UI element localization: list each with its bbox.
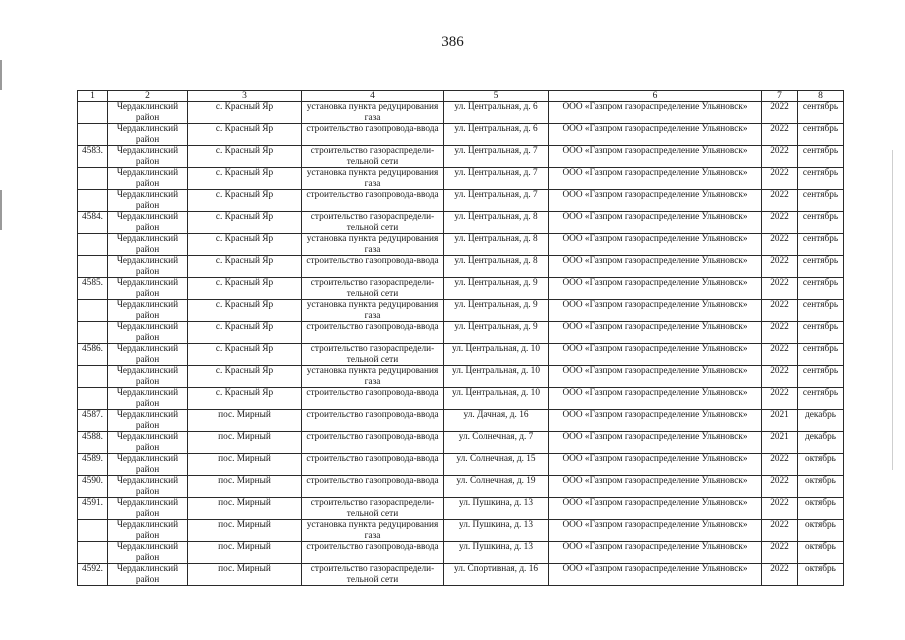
row-number: 4589. bbox=[78, 454, 108, 476]
table-row bbox=[78, 498, 844, 520]
month-cell: октябрь bbox=[798, 542, 844, 564]
scan-edge-mark bbox=[0, 190, 2, 230]
table-row bbox=[78, 300, 844, 322]
table-row bbox=[78, 256, 844, 278]
organization-cell: ООО «Газпром газораспределение Ульяновск» bbox=[549, 234, 762, 256]
table-row bbox=[78, 322, 844, 344]
month-cell: сентябрь bbox=[798, 190, 844, 212]
address-cell: ул. Солнечная, д. 19 bbox=[444, 476, 549, 498]
year-cell: 2022 bbox=[762, 124, 798, 146]
column-header: 4 bbox=[302, 91, 444, 102]
table-row bbox=[78, 234, 844, 256]
year-cell: 2022 bbox=[762, 234, 798, 256]
district-cell: Чердаклинский район bbox=[108, 102, 188, 124]
month-cell: сентябрь bbox=[798, 256, 844, 278]
row-number bbox=[78, 234, 108, 256]
row-number bbox=[78, 124, 108, 146]
district-cell: Чердаклинский район bbox=[108, 344, 188, 366]
address-cell: ул. Центральная, д. 6 bbox=[444, 124, 549, 146]
year-cell: 2022 bbox=[762, 300, 798, 322]
row-number: 4591. bbox=[78, 498, 108, 520]
month-cell: сентябрь bbox=[798, 168, 844, 190]
district-cell: Чердаклинский район bbox=[108, 520, 188, 542]
address-cell: ул. Пушкина, д. 13 bbox=[444, 498, 549, 520]
settlement-cell: с. Красный Яр bbox=[188, 388, 302, 410]
district-cell: Чердаклинский район bbox=[108, 300, 188, 322]
district-cell: Чердаклинский район bbox=[108, 322, 188, 344]
month-cell: сентябрь bbox=[798, 388, 844, 410]
address-cell: ул. Спортивная, д. 16 bbox=[444, 564, 549, 586]
district-cell: Чердаклинский район bbox=[108, 564, 188, 586]
work-type-cell: строительство газораспредели-тельной сети bbox=[302, 344, 444, 366]
row-number bbox=[78, 300, 108, 322]
work-type-cell: установка пункта редуцирования газа bbox=[302, 102, 444, 124]
district-cell: Чердаклинский район bbox=[108, 388, 188, 410]
month-cell: сентябрь bbox=[798, 124, 844, 146]
district-cell: Чердаклинский район bbox=[108, 542, 188, 564]
work-type-cell: строительство газопровода-ввода bbox=[302, 190, 444, 212]
month-cell: октябрь bbox=[798, 476, 844, 498]
year-cell: 2022 bbox=[762, 476, 798, 498]
work-type-cell: строительство газопровода-ввода bbox=[302, 542, 444, 564]
district-cell: Чердаклинский район bbox=[108, 168, 188, 190]
work-type-cell: строительство газопровода-ввода bbox=[302, 454, 444, 476]
settlement-cell: с. Красный Яр bbox=[188, 146, 302, 168]
year-cell: 2022 bbox=[762, 256, 798, 278]
year-cell: 2022 bbox=[762, 498, 798, 520]
table-row bbox=[78, 124, 844, 146]
column-header: 5 bbox=[444, 91, 549, 102]
work-type-cell: установка пункта редуцирования газа bbox=[302, 234, 444, 256]
district-cell: Чердаклинский район bbox=[108, 410, 188, 432]
work-type-cell: установка пункта редуцирования газа bbox=[302, 300, 444, 322]
organization-cell: ООО «Газпром газораспределение Ульяновск» bbox=[549, 212, 762, 234]
table-row bbox=[78, 520, 844, 542]
table-row bbox=[78, 410, 844, 432]
district-cell: Чердаклинский район bbox=[108, 124, 188, 146]
district-cell: Чердаклинский район bbox=[108, 278, 188, 300]
settlement-cell: пос. Мирный bbox=[188, 564, 302, 586]
address-cell: ул. Дачная, д. 16 bbox=[444, 410, 549, 432]
year-cell: 2022 bbox=[762, 190, 798, 212]
year-cell: 2022 bbox=[762, 564, 798, 586]
row-number: 4583. bbox=[78, 146, 108, 168]
organization-cell: ООО «Газпром газораспределение Ульяновск» bbox=[549, 410, 762, 432]
row-number: 4584. bbox=[78, 212, 108, 234]
row-number: 4588. bbox=[78, 432, 108, 454]
district-cell: Чердаклинский район bbox=[108, 146, 188, 168]
row-number bbox=[78, 542, 108, 564]
organization-cell: ООО «Газпром газораспределение Ульяновск» bbox=[549, 168, 762, 190]
table-row bbox=[78, 366, 844, 388]
address-cell: ул. Солнечная, д. 15 bbox=[444, 454, 549, 476]
month-cell: сентябрь bbox=[798, 234, 844, 256]
district-cell: Чердаклинский район bbox=[108, 256, 188, 278]
month-cell: сентябрь bbox=[798, 344, 844, 366]
work-type-cell: строительство газопровода-ввода bbox=[302, 410, 444, 432]
table-row bbox=[78, 476, 844, 498]
table-row bbox=[78, 564, 844, 586]
settlement-cell: пос. Мирный bbox=[188, 520, 302, 542]
settlement-cell: с. Красный Яр bbox=[188, 190, 302, 212]
month-cell: сентябрь bbox=[798, 146, 844, 168]
settlement-cell: с. Красный Яр bbox=[188, 322, 302, 344]
column-number-row bbox=[78, 91, 844, 102]
organization-cell: ООО «Газпром газораспределение Ульяновск» bbox=[549, 498, 762, 520]
settlement-cell: с. Красный Яр bbox=[188, 168, 302, 190]
district-cell: Чердаклинский район bbox=[108, 234, 188, 256]
settlement-cell: с. Красный Яр bbox=[188, 256, 302, 278]
district-cell: Чердаклинский район bbox=[108, 212, 188, 234]
district-cell: Чердаклинский район bbox=[108, 476, 188, 498]
address-cell: ул. Центральная, д. 6 bbox=[444, 102, 549, 124]
work-type-cell: строительство газопровода-ввода bbox=[302, 476, 444, 498]
table-row bbox=[78, 212, 844, 234]
settlement-cell: с. Красный Яр bbox=[188, 234, 302, 256]
row-number bbox=[78, 520, 108, 542]
column-header: 3 bbox=[188, 91, 302, 102]
address-cell: ул. Центральная, д. 9 bbox=[444, 300, 549, 322]
table-row bbox=[78, 190, 844, 212]
year-cell: 2022 bbox=[762, 454, 798, 476]
organization-cell: ООО «Газпром газораспределение Ульяновск» bbox=[549, 344, 762, 366]
settlement-cell: пос. Мирный bbox=[188, 498, 302, 520]
month-cell: сентябрь bbox=[798, 278, 844, 300]
work-type-cell: строительство газопровода-ввода bbox=[302, 256, 444, 278]
table-row bbox=[78, 388, 844, 410]
district-cell: Чердаклинский район bbox=[108, 432, 188, 454]
settlement-cell: с. Красный Яр bbox=[188, 366, 302, 388]
month-cell: декабрь bbox=[798, 410, 844, 432]
month-cell: сентябрь bbox=[798, 212, 844, 234]
address-cell: ул. Пушкина, д. 13 bbox=[444, 542, 549, 564]
work-type-cell: установка пункта редуцирования газа bbox=[302, 520, 444, 542]
work-type-cell: строительство газораспредели-тельной сети bbox=[302, 278, 444, 300]
district-cell: Чердаклинский район bbox=[108, 366, 188, 388]
scan-edge-mark bbox=[892, 150, 893, 470]
year-cell: 2022 bbox=[762, 520, 798, 542]
work-type-cell: строительство газопровода-ввода bbox=[302, 124, 444, 146]
table-row bbox=[78, 102, 844, 124]
year-cell: 2022 bbox=[762, 278, 798, 300]
work-type-cell: строительство газораспредели-тельной сети bbox=[302, 146, 444, 168]
address-cell: ул. Центральная, д. 10 bbox=[444, 388, 549, 410]
work-type-cell: установка пункта редуцирования газа bbox=[302, 168, 444, 190]
organization-cell: ООО «Газпром газораспределение Ульяновск» bbox=[549, 300, 762, 322]
column-header: 6 bbox=[549, 91, 762, 102]
address-cell: ул. Центральная, д. 8 bbox=[444, 256, 549, 278]
row-number: 4592. bbox=[78, 564, 108, 586]
organization-cell: ООО «Газпром газораспределение Ульяновск» bbox=[549, 322, 762, 344]
organization-cell: ООО «Газпром газораспределение Ульяновск» bbox=[549, 432, 762, 454]
row-number bbox=[78, 190, 108, 212]
settlement-cell: пос. Мирный bbox=[188, 410, 302, 432]
month-cell: октябрь bbox=[798, 454, 844, 476]
row-number: 4586. bbox=[78, 344, 108, 366]
work-type-cell: строительство газопровода-ввода bbox=[302, 388, 444, 410]
address-cell: ул. Центральная, д. 7 bbox=[444, 146, 549, 168]
table-row bbox=[78, 542, 844, 564]
table-row bbox=[78, 344, 844, 366]
settlement-cell: с. Красный Яр bbox=[188, 212, 302, 234]
row-number: 4590. bbox=[78, 476, 108, 498]
table-row bbox=[78, 432, 844, 454]
settlement-cell: с. Красный Яр bbox=[188, 300, 302, 322]
organization-cell: ООО «Газпром газораспределение Ульяновск» bbox=[549, 124, 762, 146]
settlement-cell: пос. Мирный bbox=[188, 432, 302, 454]
organization-cell: ООО «Газпром газораспределение Ульяновск» bbox=[549, 146, 762, 168]
table-body bbox=[78, 102, 844, 586]
address-cell: ул. Центральная, д. 9 bbox=[444, 322, 549, 344]
column-header: 7 bbox=[762, 91, 798, 102]
settlement-cell: с. Красный Яр bbox=[188, 102, 302, 124]
year-cell: 2022 bbox=[762, 388, 798, 410]
address-cell: ул. Центральная, д. 8 bbox=[444, 212, 549, 234]
column-header: 8 bbox=[798, 91, 844, 102]
column-header: 2 bbox=[108, 91, 188, 102]
year-cell: 2022 bbox=[762, 212, 798, 234]
year-cell: 2022 bbox=[762, 542, 798, 564]
row-number bbox=[78, 388, 108, 410]
organization-cell: ООО «Газпром газораспределение Ульяновск» bbox=[549, 542, 762, 564]
settlement-cell: пос. Мирный bbox=[188, 542, 302, 564]
row-number: 4585. bbox=[78, 278, 108, 300]
year-cell: 2021 bbox=[762, 410, 798, 432]
settlement-cell: пос. Мирный bbox=[188, 454, 302, 476]
settlement-cell: с. Красный Яр bbox=[188, 124, 302, 146]
work-type-cell: строительство газораспредели-тельной сети bbox=[302, 212, 444, 234]
row-number bbox=[78, 256, 108, 278]
year-cell: 2022 bbox=[762, 102, 798, 124]
year-cell: 2022 bbox=[762, 322, 798, 344]
organization-cell: ООО «Газпром газораспределение Ульяновск» bbox=[549, 102, 762, 124]
row-number: 4587. bbox=[78, 410, 108, 432]
settlement-cell: с. Красный Яр bbox=[188, 344, 302, 366]
month-cell: октябрь bbox=[798, 520, 844, 542]
settlement-cell: с. Красный Яр bbox=[188, 278, 302, 300]
address-cell: ул. Центральная, д. 10 bbox=[444, 344, 549, 366]
year-cell: 2022 bbox=[762, 146, 798, 168]
work-type-cell: строительство газопровода-ввода bbox=[302, 322, 444, 344]
organization-cell: ООО «Газпром газораспределение Ульяновск» bbox=[549, 256, 762, 278]
organization-cell: ООО «Газпром газораспределение Ульяновск» bbox=[549, 190, 762, 212]
address-cell: ул. Центральная, д. 8 bbox=[444, 234, 549, 256]
table-header bbox=[78, 91, 844, 102]
month-cell: сентябрь bbox=[798, 322, 844, 344]
organization-cell: ООО «Газпром газораспределение Ульяновск» bbox=[549, 278, 762, 300]
address-cell: ул. Центральная, д. 7 bbox=[444, 168, 549, 190]
organization-cell: ООО «Газпром газораспределение Ульяновск» bbox=[549, 564, 762, 586]
district-cell: Чердаклинский район bbox=[108, 454, 188, 476]
year-cell: 2022 bbox=[762, 344, 798, 366]
month-cell: октябрь bbox=[798, 564, 844, 586]
row-number bbox=[78, 366, 108, 388]
month-cell: сентябрь bbox=[798, 300, 844, 322]
year-cell: 2022 bbox=[762, 168, 798, 190]
month-cell: сентябрь bbox=[798, 366, 844, 388]
work-type-cell: установка пункта редуцирования газа bbox=[302, 366, 444, 388]
month-cell: сентябрь bbox=[798, 102, 844, 124]
table-row bbox=[78, 146, 844, 168]
organization-cell: ООО «Газпром газораспределение Ульяновск» bbox=[549, 476, 762, 498]
work-type-cell: строительство газораспредели-тельной сети bbox=[302, 564, 444, 586]
organization-cell: ООО «Газпром газораспределение Ульяновск» bbox=[549, 366, 762, 388]
address-cell: ул. Центральная, д. 10 bbox=[444, 366, 549, 388]
row-number bbox=[78, 168, 108, 190]
year-cell: 2022 bbox=[762, 366, 798, 388]
row-number bbox=[78, 322, 108, 344]
organization-cell: ООО «Газпром газораспределение Ульяновск» bbox=[549, 388, 762, 410]
district-cell: Чердаклинский район bbox=[108, 190, 188, 212]
address-cell: ул. Центральная, д. 7 bbox=[444, 190, 549, 212]
address-cell: ул. Центральная, д. 9 bbox=[444, 278, 549, 300]
organization-cell: ООО «Газпром газораспределение Ульяновск» bbox=[549, 454, 762, 476]
table-row bbox=[78, 168, 844, 190]
settlement-cell: пос. Мирный bbox=[188, 476, 302, 498]
month-cell: октябрь bbox=[798, 498, 844, 520]
month-cell: декабрь bbox=[798, 432, 844, 454]
work-type-cell: строительство газораспредели-тельной сети bbox=[302, 498, 444, 520]
work-type-cell: строительство газопровода-ввода bbox=[302, 432, 444, 454]
district-cell: Чердаклинский район bbox=[108, 498, 188, 520]
table-row bbox=[78, 278, 844, 300]
page-number: 386 bbox=[441, 34, 464, 50]
column-header: 1 bbox=[78, 91, 108, 102]
year-cell: 2021 bbox=[762, 432, 798, 454]
address-cell: ул. Солнечная, д. 7 bbox=[444, 432, 549, 454]
register-table bbox=[77, 90, 844, 586]
row-number bbox=[78, 102, 108, 124]
table-row bbox=[78, 454, 844, 476]
scan-edge-mark bbox=[0, 60, 2, 90]
address-cell: ул. Пушкина, д. 13 bbox=[444, 520, 549, 542]
organization-cell: ООО «Газпром газораспределение Ульяновск» bbox=[549, 520, 762, 542]
